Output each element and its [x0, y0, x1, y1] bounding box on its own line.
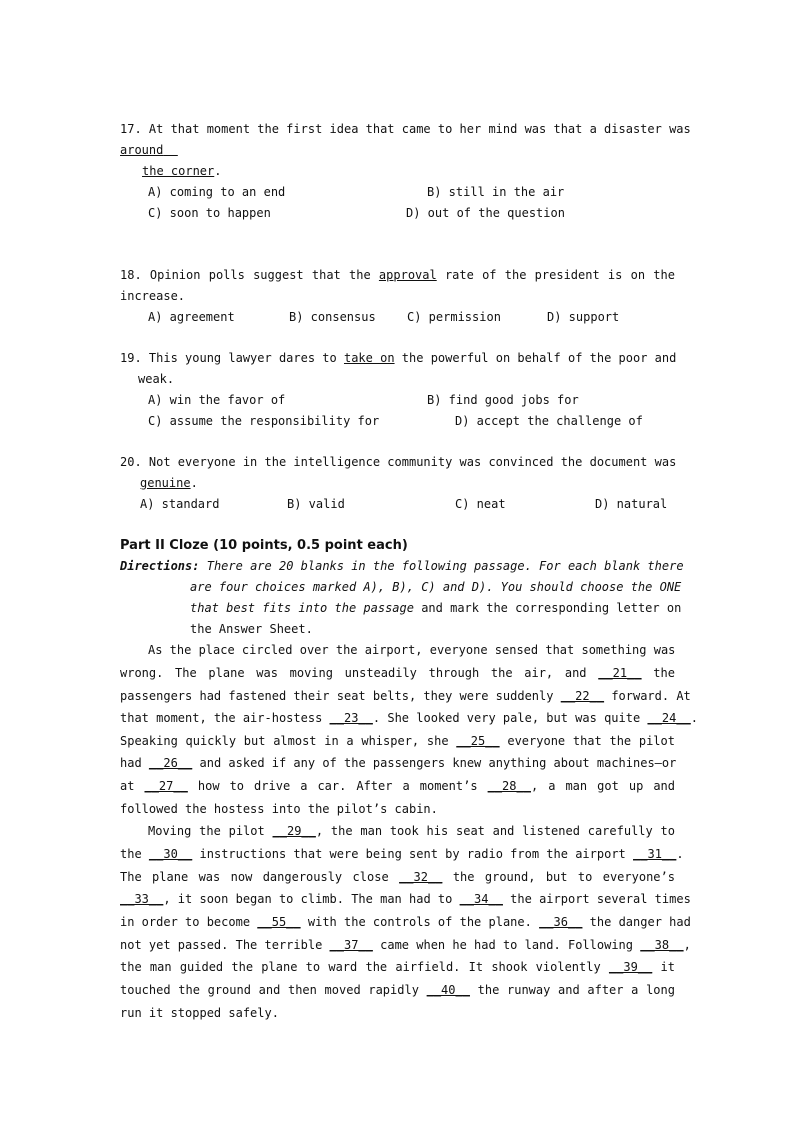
- blank-38: __38__: [640, 938, 684, 952]
- blank-39: __39__: [608, 960, 653, 974]
- q17-keyword-part2: the corner: [142, 164, 215, 178]
- q17-option-a: A) coming to an end: [148, 185, 286, 199]
- q18-option-b: B) consensus: [289, 310, 376, 324]
- blank-31: __31__: [633, 847, 677, 861]
- blank-28: __28__: [487, 779, 531, 793]
- passage-line: not yet passed. The terrible __37__ came when he had to land. Following __38__,: [120, 938, 691, 952]
- q17-option-b: B) still in the air: [427, 185, 565, 199]
- q19-option-c: C) assume the responsibility for: [148, 414, 380, 428]
- q17-stem: 17. At that moment the first idea that came to her mind was that a disaster was: [120, 122, 691, 136]
- passage-line: passengers had fastened their seat belts, they were suddenly __22__ forward. At: [120, 689, 691, 703]
- directions-line3: that best fits into the passage and mark the corresponding letter on: [190, 601, 682, 615]
- q20-option-d: D) natural: [595, 497, 668, 511]
- blank-30: __30__: [148, 847, 193, 861]
- passage-line: touched the ground and then moved rapidly __40__ the runway and after a long: [120, 983, 675, 997]
- passage-line: wrong. The plane was moving unsteadily through the air, and __21__ the: [120, 666, 675, 680]
- passage-line: the __30__ instructions that were being sent by radio from the airport __31__.: [120, 847, 684, 861]
- directions-label: Directions:: [120, 559, 200, 573]
- q18-stem-line2: increase.: [120, 289, 186, 303]
- q20-keyword: genuine: [140, 476, 191, 490]
- q18-option-a: A) agreement: [148, 310, 235, 324]
- directions-line1: Directions: There are 20 blanks in the following passage. For each blank there: [120, 559, 684, 573]
- directions-line4: the Answer Sheet.: [190, 622, 313, 636]
- passage-line: run it stopped safely.: [120, 1006, 279, 1020]
- blank-24: __24__: [647, 711, 691, 725]
- blank-33: __33__: [120, 892, 164, 906]
- q17-keyword-part1: around: [120, 143, 164, 157]
- q18-keyword: approval: [378, 268, 437, 282]
- passage-line: followed the hostess into the pilot’s cabin.: [120, 802, 438, 816]
- q19-option-b: B) find good jobs for: [427, 393, 579, 407]
- part2-heading: Part II Cloze (10 points, 0.5 point each): [120, 538, 408, 553]
- q20-option-a: A) standard: [140, 497, 220, 511]
- blank-22: __22__: [560, 689, 605, 703]
- q17-option-c: C) soon to happen: [148, 206, 271, 220]
- passage-line: in order to become __55__ with the controls of the plane. __36__ the danger had: [120, 915, 691, 929]
- passage-line: Speaking quickly but almost in a whisper, she __25__ everyone that the pilot: [120, 734, 675, 748]
- blank-35: __55__: [257, 915, 301, 929]
- q19-stem-line2: weak.: [138, 372, 175, 386]
- q20-option-b: B) valid: [287, 497, 345, 511]
- q19-option-d: D) accept the challenge of: [455, 414, 643, 428]
- blank-29: __29__: [272, 824, 316, 838]
- blank-27: __27__: [144, 779, 188, 793]
- q20-stem: 20. Not everyone in the intelligence community was convinced the document was: [120, 455, 677, 469]
- q18-option-d: D) support: [547, 310, 620, 324]
- passage-line: __33__, it soon began to climb. The man had to __34__ the airport several times: [120, 892, 691, 906]
- blank-36: __36__: [539, 915, 583, 929]
- q19-option-a: A) win the favor of: [148, 393, 286, 407]
- passage-line: the man guided the plane to ward the airfield. It shook violently __39__ it: [120, 960, 675, 974]
- passage-line: at __27__ how to drive a car. After a moment’s __28__, a man got up and: [120, 779, 675, 793]
- q20-stem-line2: genuine.: [140, 476, 198, 490]
- q17-phrase-line1: [120, 140, 675, 161]
- blank-37: __37__: [329, 938, 373, 952]
- q20-option-c: C) neat: [455, 497, 506, 511]
- q19-keyword: take on: [343, 351, 395, 365]
- blank-40: __40__: [426, 983, 470, 997]
- blank-21: __21__: [598, 666, 642, 680]
- blank-32: __32__: [399, 870, 443, 884]
- passage-line: The plane was now dangerously close __32__ the ground, but to everyone’s: [120, 870, 675, 884]
- directions-line2: are four choices marked A), B), C) and D). You should choose the ONE: [190, 580, 682, 594]
- passage-line: that moment, the air-hostess __23__. She looked very pale, but was quite __24__.: [120, 711, 699, 725]
- q18-stem: 18. Opinion polls suggest that the approval rate of the president is on the: [120, 268, 675, 282]
- blank-34: __34__: [459, 892, 503, 906]
- passage-line: had __26__ and asked if any of the passengers knew anything about machines—or: [120, 756, 677, 770]
- q17-option-d: D) out of the question: [406, 206, 565, 220]
- blank-25: __25__: [456, 734, 500, 748]
- q17-phrase-line2: the corner.: [142, 164, 222, 178]
- blank-26: __26__: [148, 756, 193, 770]
- passage-line: Moving the pilot __29__, the man took his seat and listened carefully to: [148, 824, 675, 838]
- blank-23: __23__: [329, 711, 373, 725]
- passage-line: As the place circled over the airport, everyone sensed that something was: [148, 643, 676, 657]
- q19-stem: 19. This young lawyer dares to take on the powerful on behalf of the poor and: [120, 351, 677, 365]
- q18-option-c: C) permission: [407, 310, 501, 324]
